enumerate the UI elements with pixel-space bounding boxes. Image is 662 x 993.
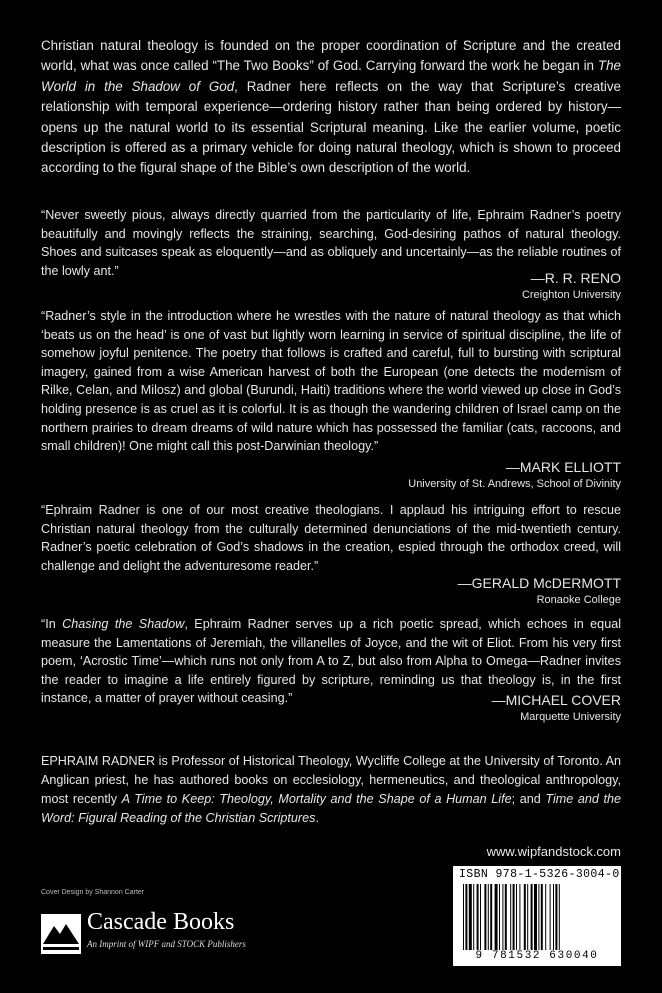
blurb-text-cont: , Radner here reflects on the way that Scripture’s creative relationship with temporal experience—ordering history rather than being ordered by history—opens up the natural world to its essential Scriptural meaning. Like the earlier volume, poetic description is offered as a primary vehicle for doing natural theology, which is shown to proceed according to the figural shape of the Bible’s own description of the world.	[41, 78, 621, 176]
bio-book-title: Time and the Word: Figural Reading of the Christian Scriptures	[41, 792, 622, 825]
blurb-text: Christian natural theology is founded on the proper coordination of Scripture and the created world, what was once called “The Two Books” of God. Carrying forward the work he began in	[41, 38, 621, 74]
endorsement-name: —MARK ELLIOTT	[505, 459, 621, 475]
endorsement-quote: “Never sweetly pious, always directly quarried from the particularity of life, Ephraim Radner’s poetry beautifully and movingly reflects the straining, searching, God-desiring pathos of natural theology. Shoes and suitcases speak as eloquently—and as obliquely and uncertainly—as the reliable routines of the lowly ant.”	[41, 208, 621, 278]
back-cover-blurb	[41, 36, 621, 179]
endorsement-name: —R. R. RENO	[530, 270, 621, 286]
endorsement-affiliation: Marquette University	[520, 711, 621, 723]
author-bio	[41, 752, 621, 828]
quote-book-title: Chasing the Shadow	[62, 617, 185, 631]
barcode-number: 9 781532 630040	[475, 950, 599, 962]
endorsement-quote: “Radner’s style in the introduction where he wrestles with the nature of natural theology as that which ‘beats us on the head’ is one of vast but lightly worn learning in service of spiritual discipline, the life of somehow joyful penitence. The poetry that follows is crafted and careful, full to bursting with scriptural imagery, gained from a wise American harvest of both the European (one detects the modernism of Rilke, Celan, and Milosz) and global (Burundi, Haiti) traditions where the world viewed up close in God’s holding presence is as cruel as it is colorful. It is as though the wandering children of Israel camp on the northern prairies to dream dreams of wild nature which has possessed the familiar (cats, raccoons, and small children)! One might call this post-Darwinian theology.”	[41, 309, 621, 454]
barcode	[453, 866, 621, 966]
endorsement-affiliation: University of St. Andrews, School of Divinity	[408, 478, 621, 490]
publisher-website[interactable]: www.wipfandstock.com	[486, 844, 621, 859]
cover-design-credit: Cover Design by Shannon Carter	[41, 889, 145, 896]
bio-text-cont: ; and	[511, 792, 546, 806]
publisher-logo	[41, 908, 281, 964]
blurb-book-title: The World in the Shadow of God	[41, 58, 621, 94]
endorsement-name: —GERALD McDERMOTT	[457, 575, 621, 591]
quote-text: “In	[41, 617, 63, 631]
publisher-tagline: An Imprint of WIPF and STOCK Publishers	[87, 939, 246, 949]
endorsement-quote: “Ephraim Radner is one of our most creative theologians. I applaud his intriguing effort to rescue Christian natural theology from the culturally determined denunciations of the mid-twentieth century. Radner’s poetic celebration of God’s shadows in the creation, espied through the orthodox creed, will challenge and delight the adventuresome reader.”	[41, 503, 621, 573]
endorsement-affiliation: Creighton University	[521, 289, 621, 301]
mountain-logo-icon	[41, 914, 81, 954]
isbn-label: ISBN 978-1-5326-3004-0	[459, 868, 620, 881]
endorsement-affiliation: Ronaoke College	[536, 594, 621, 606]
barcode-bars	[463, 884, 611, 950]
bio-book-title: A Time to Keep: Theology, Mortality and the Shape of a Human Life	[121, 792, 512, 806]
bio-text-end: .	[315, 811, 319, 825]
endorsement-name: —MICHAEL COVER	[491, 692, 621, 708]
bio-text: EPHRAIM RADNER is Professor of Historical Theology, Wycliffe College at the University of Toronto. An Anglican priest, he has authored books on ecclesiology, hermeneutics, and theological anthropology, most recently	[41, 754, 621, 806]
quote-text-cont: , Ephraim Radner serves up a rich poetic spread, which echoes in equal measure the Lamentations of Jeremiah, the villanelles of Joyce, and the wit of Eliot. From his very first poem, ‘Acrostic Time’—which runs not only from A to Z, but also from Alpha to Omega—Radner invites the reader to imagine a life entirely figured by scripture, reminding us that theology is, in the first instance, a matter of prayer without ceasing.”	[41, 617, 621, 706]
publisher-name: Cascade Books	[87, 909, 235, 935]
